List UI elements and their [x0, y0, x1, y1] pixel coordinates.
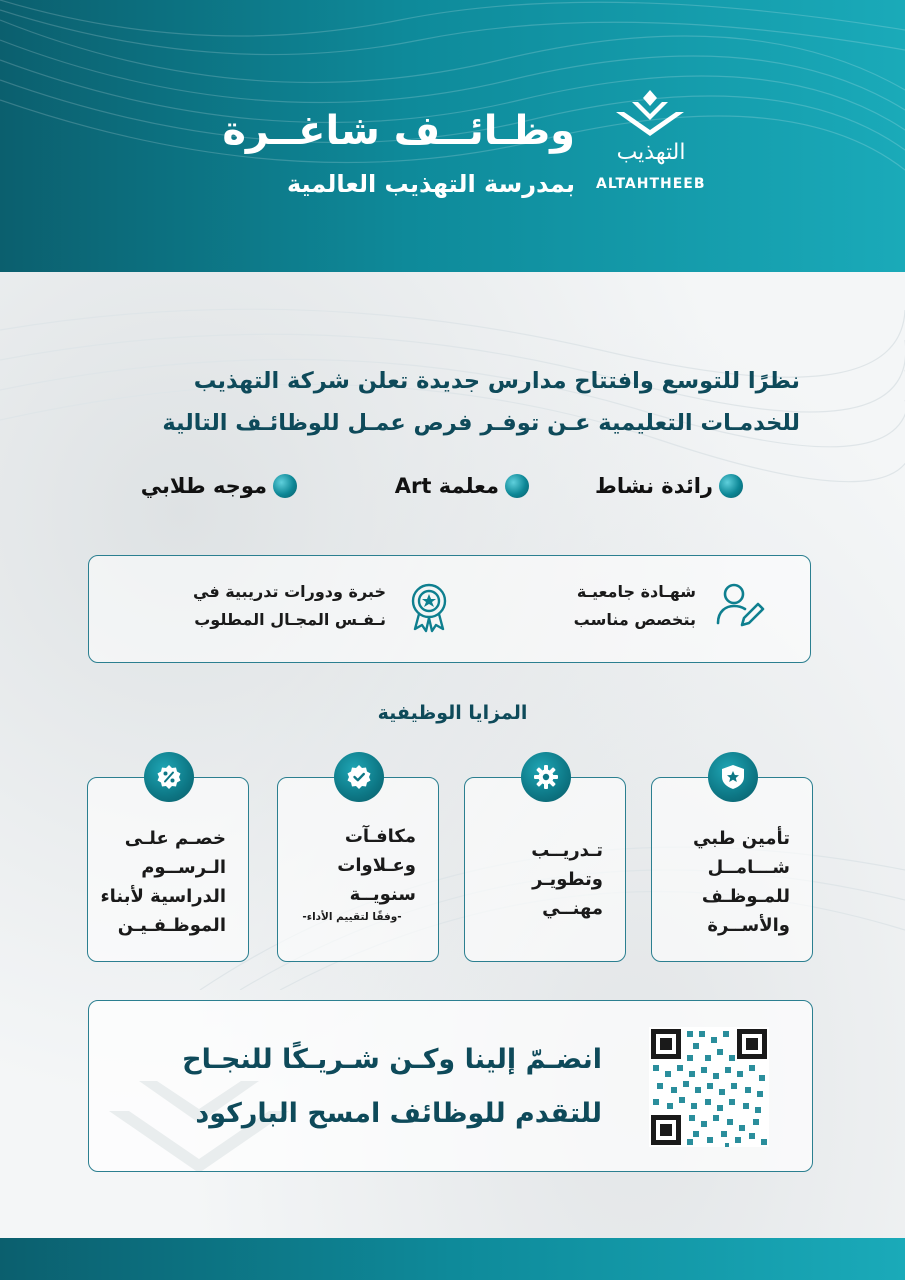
benefit-text [288, 822, 416, 925]
benefit-line: مهنــي [542, 898, 603, 919]
requirement-line: شهـادة جامعيـة [576, 582, 696, 601]
cta-text [182, 1033, 602, 1141]
check-badge-icon [346, 764, 372, 790]
percent-icon [156, 764, 182, 790]
logo-english-text: ALTAHTHEEB [596, 176, 706, 192]
page-subtitle: بمدرسة التهذيب العالمية [286, 170, 575, 198]
bullet-dot-icon [505, 474, 529, 498]
page-title: وظـائــف شاغــرة [222, 108, 575, 154]
qr-code[interactable] [649, 1027, 769, 1147]
award-badge-icon [402, 579, 456, 633]
requirement-line: بتخصص مناسب [573, 610, 696, 629]
intro-line-1: نظرًا للتوسع وافتتاح مدارس جديدة تعلن شركة التهذيب [193, 368, 800, 394]
requirement-item [193, 578, 456, 634]
requirement-line: خبرة ودورات تدريبية في [193, 582, 386, 601]
shield-star-icon [720, 764, 746, 790]
benefit-icon-holder [144, 752, 194, 802]
intro-paragraph [90, 360, 800, 444]
benefit-line: الدراسية لأبناء [100, 886, 226, 907]
job-title: موجه طلابي [140, 474, 267, 498]
benefit-icon-holder [521, 752, 571, 802]
benefit-note: -وفقًا لتقييم الأداء- [302, 911, 402, 923]
benefit-line: وعـلاوات [337, 855, 416, 876]
job-item [395, 474, 529, 498]
benefit-line: الموظـفـيـن [117, 915, 226, 936]
requirement-item [574, 578, 766, 634]
gear-icon [533, 764, 559, 790]
benefit-text [475, 836, 603, 923]
benefit-line: تـدريــب [531, 840, 603, 861]
benefit-card-bonus [277, 777, 439, 962]
job-list [0, 474, 905, 510]
cta-line: للتقدم للوظائف امسح الباركود [195, 1098, 602, 1129]
job-title: معلمة Art [394, 474, 499, 498]
benefit-icon-holder [708, 752, 758, 802]
benefit-text [662, 824, 790, 940]
call-to-action-box [88, 1000, 813, 1172]
benefit-icon-holder [334, 752, 384, 802]
requirements-box [88, 555, 811, 663]
header-banner [0, 0, 905, 272]
benefit-card-tuition-discount [87, 777, 249, 962]
bullet-dot-icon [719, 474, 743, 498]
benefit-text [98, 824, 226, 940]
benefit-card-medical [651, 777, 813, 962]
intro-line-2: للخدمـات التعليمية عـن توفـر فرص عمـل للوظائـف التالية [162, 410, 800, 436]
benefits-heading: المزايا الوظيفية [377, 702, 528, 724]
job-item [595, 474, 743, 498]
job-title: رائدة نشاط [595, 474, 713, 498]
footer-bar [0, 1238, 905, 1280]
cta-line: انضـمّ إلينا وكـن شـريـكًا للنجـاح [182, 1044, 602, 1075]
user-edit-icon [712, 579, 766, 633]
benefit-line: سنويــة [349, 884, 416, 905]
job-item [141, 474, 297, 498]
benefit-line: تأمين طبي [693, 828, 790, 849]
logo-emblem-icon [610, 88, 690, 138]
benefit-line: خصـم علـى [124, 828, 226, 849]
benefit-card-training [464, 777, 626, 962]
requirement-line: نـفـس المجـال المطلوب [194, 610, 386, 629]
benefit-line: الـرســوم [141, 857, 226, 878]
logo-arabic-text: التهذيب [616, 140, 686, 165]
benefit-line: مكافـآت [344, 826, 416, 847]
benefit-line: والأســرة [707, 915, 790, 936]
benefit-line: للمـوظـف [701, 886, 790, 907]
school-logo [596, 88, 716, 208]
bullet-dot-icon [273, 474, 297, 498]
benefit-line: وتطويـر [532, 869, 603, 890]
benefit-line: شـــامــل [707, 857, 790, 878]
